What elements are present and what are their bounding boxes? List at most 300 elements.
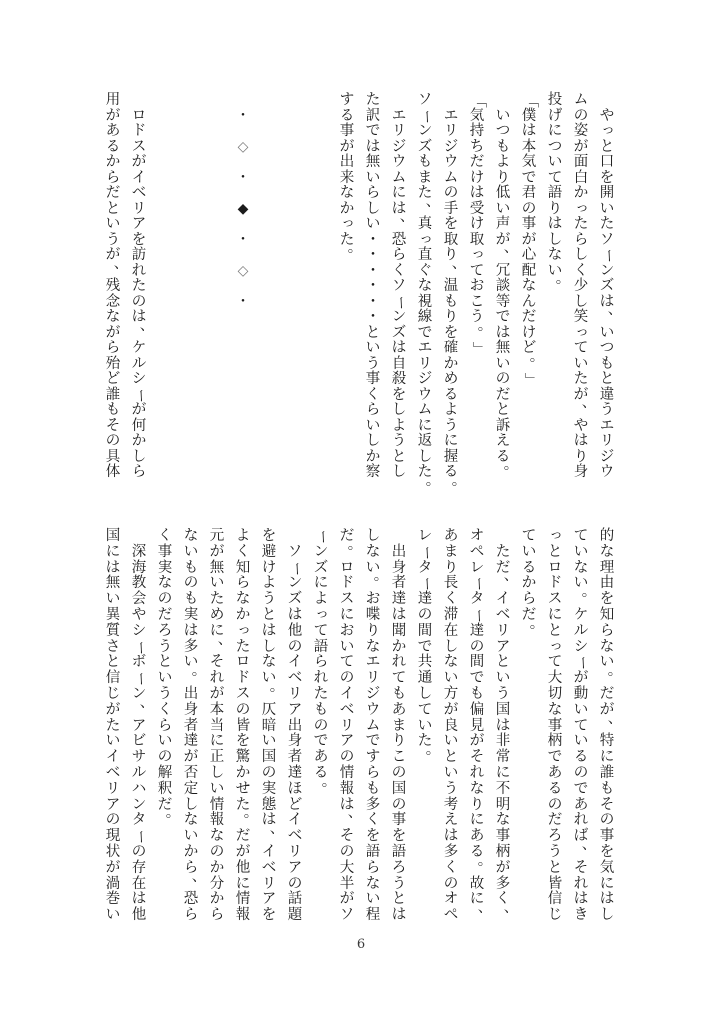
glyph: 受 bbox=[469, 200, 485, 217]
glyph: ペ bbox=[469, 543, 485, 560]
glyph: に bbox=[495, 764, 511, 781]
glyph: が bbox=[339, 138, 355, 155]
glyph: 語 bbox=[365, 843, 381, 860]
glyph: ロ bbox=[235, 654, 251, 671]
glyph: ら bbox=[365, 402, 381, 418]
glyph: 「 bbox=[521, 93, 538, 108]
glyph: た bbox=[417, 464, 433, 480]
glyph: ソ bbox=[599, 231, 615, 248]
glyph: き bbox=[573, 907, 589, 924]
glyph: ソ bbox=[339, 907, 355, 924]
glyph: つ bbox=[547, 138, 563, 155]
text-column bbox=[126, 529, 155, 924]
glyph: ル bbox=[573, 622, 589, 639]
glyph: ス bbox=[235, 685, 251, 702]
glyph: か bbox=[209, 859, 225, 876]
bottom-half-text-block bbox=[0, 529, 722, 939]
glyph: 。 bbox=[529, 615, 545, 632]
glyph: 本 bbox=[209, 701, 225, 718]
glyph: た bbox=[495, 543, 511, 560]
glyph: 握 bbox=[443, 448, 459, 465]
glyph: か bbox=[183, 843, 199, 860]
glyph: よ bbox=[443, 402, 459, 418]
glyph: だ bbox=[495, 559, 511, 576]
glyph: が bbox=[573, 386, 589, 403]
glyph: は bbox=[131, 309, 147, 325]
glyph: か bbox=[443, 355, 459, 372]
glyph: の bbox=[261, 764, 277, 781]
glyph: し bbox=[365, 200, 381, 217]
glyph: ズ bbox=[599, 278, 615, 294]
glyph: リ bbox=[417, 355, 433, 372]
glyph: っ bbox=[549, 637, 564, 654]
glyph: 。 bbox=[269, 678, 285, 695]
glyph: た bbox=[599, 216, 615, 232]
glyph: だ bbox=[235, 828, 251, 845]
glyph: て bbox=[313, 622, 329, 639]
glyph: 分 bbox=[209, 875, 225, 892]
glyph: 在 bbox=[443, 622, 459, 639]
glyph: ー bbox=[417, 577, 434, 592]
glyph: ろ bbox=[547, 828, 563, 845]
glyph: だ bbox=[495, 386, 511, 403]
glyph: 事 bbox=[157, 543, 173, 560]
glyph: な bbox=[105, 309, 121, 325]
glyph: ジ bbox=[417, 371, 433, 387]
glyph: に bbox=[105, 543, 121, 560]
glyph: ほ bbox=[287, 780, 303, 797]
glyph: し bbox=[443, 638, 459, 655]
glyph: は bbox=[599, 293, 615, 310]
glyph: す bbox=[365, 749, 381, 766]
glyph: ア bbox=[105, 796, 121, 813]
glyph: イ bbox=[339, 685, 355, 702]
glyph: け bbox=[261, 559, 277, 576]
glyph: 。 bbox=[347, 536, 363, 553]
glyph bbox=[230, 93, 256, 109]
glyph: 共 bbox=[417, 654, 433, 671]
glyph: い bbox=[365, 891, 381, 908]
glyph: 、 bbox=[113, 255, 129, 272]
glyph: タ bbox=[417, 559, 433, 576]
glyph: 口 bbox=[599, 154, 615, 170]
glyph: と bbox=[495, 402, 511, 418]
glyph: 見 bbox=[469, 717, 485, 734]
glyph: よ bbox=[235, 528, 251, 544]
glyph: の bbox=[313, 717, 329, 734]
glyph: の bbox=[287, 638, 303, 655]
glyph: 質 bbox=[105, 622, 121, 639]
glyph: ケ bbox=[131, 340, 147, 356]
glyph: る bbox=[313, 764, 329, 781]
glyph: た bbox=[209, 591, 225, 608]
glyph: の bbox=[547, 796, 563, 813]
glyph: 、 bbox=[269, 820, 285, 837]
glyph: と bbox=[547, 622, 563, 639]
glyph: 大 bbox=[547, 670, 563, 687]
glyph: ペ bbox=[443, 907, 459, 924]
glyph: で bbox=[547, 749, 563, 766]
glyph: て bbox=[339, 654, 355, 671]
text-column bbox=[542, 92, 571, 295]
glyph: り bbox=[443, 559, 459, 576]
glyph: 非 bbox=[495, 733, 511, 750]
glyph: の bbox=[599, 812, 615, 829]
glyph: 事 bbox=[521, 216, 537, 232]
glyph: 。 bbox=[451, 472, 467, 489]
glyph: 皆 bbox=[547, 875, 563, 892]
glyph: が bbox=[573, 138, 589, 155]
glyph: に bbox=[391, 185, 407, 201]
glyph: 温 bbox=[443, 278, 459, 294]
text-column bbox=[334, 92, 363, 264]
glyph: を bbox=[235, 733, 251, 750]
glyph: て bbox=[547, 169, 563, 186]
glyph: 気 bbox=[521, 154, 537, 170]
glyph: ま bbox=[391, 717, 407, 734]
glyph: い bbox=[157, 733, 173, 750]
glyph: 。 bbox=[607, 662, 623, 679]
glyph: 報 bbox=[209, 812, 225, 829]
glyph: だ bbox=[339, 528, 355, 544]
glyph: 国 bbox=[495, 701, 511, 718]
glyph: う bbox=[391, 433, 407, 449]
glyph: ー bbox=[417, 109, 434, 124]
glyph: て bbox=[547, 654, 563, 671]
glyph: 達 bbox=[183, 733, 199, 750]
glyph bbox=[230, 248, 256, 264]
glyph: が bbox=[495, 231, 511, 248]
glyph: い bbox=[495, 200, 511, 217]
glyph: 渦 bbox=[105, 875, 121, 892]
text-column bbox=[230, 528, 259, 924]
glyph: 、 bbox=[139, 694, 155, 711]
glyph: ド bbox=[339, 575, 355, 592]
glyph: 恐 bbox=[391, 231, 407, 248]
glyph: が bbox=[131, 154, 147, 170]
glyph: の bbox=[521, 200, 537, 217]
glyph: る bbox=[495, 448, 511, 465]
glyph: な bbox=[157, 575, 173, 592]
glyph: 無 bbox=[105, 575, 121, 592]
glyph: ド bbox=[547, 575, 563, 592]
glyph: う bbox=[469, 309, 485, 325]
glyph: ろ bbox=[391, 859, 407, 876]
glyph: に bbox=[443, 433, 459, 449]
glyph: 無 bbox=[365, 154, 381, 170]
glyph: 不 bbox=[495, 780, 511, 797]
glyph: に bbox=[235, 875, 251, 892]
glyph: サ bbox=[131, 749, 147, 766]
glyph: と bbox=[261, 606, 277, 623]
glyph: 達 bbox=[391, 591, 407, 608]
glyph: し bbox=[365, 433, 381, 449]
glyph: 話 bbox=[287, 891, 303, 908]
glyph: は bbox=[599, 891, 615, 908]
glyph: ◇ bbox=[237, 262, 249, 279]
glyph: 。 bbox=[425, 741, 441, 758]
glyph: 身 bbox=[573, 464, 589, 480]
glyph: ハ bbox=[131, 780, 147, 797]
glyph: で bbox=[313, 733, 329, 750]
glyph: は bbox=[183, 622, 199, 639]
glyph: ス bbox=[131, 138, 147, 155]
glyph: 気 bbox=[469, 107, 485, 124]
glyph: 、 bbox=[347, 805, 363, 822]
glyph: 、 bbox=[425, 193, 441, 210]
glyph: 、 bbox=[503, 899, 519, 916]
glyph: 返 bbox=[417, 433, 433, 449]
glyph: か bbox=[235, 764, 251, 781]
glyph: 教 bbox=[131, 575, 147, 592]
glyph: は bbox=[339, 796, 355, 813]
glyph: ム bbox=[365, 717, 381, 734]
glyph: の bbox=[573, 764, 589, 781]
glyph: え bbox=[495, 433, 511, 449]
glyph: の bbox=[391, 796, 407, 813]
text-column bbox=[386, 529, 412, 924]
glyph: た bbox=[573, 216, 589, 232]
glyph: と bbox=[157, 654, 173, 671]
glyph: で bbox=[495, 309, 511, 325]
glyph: は bbox=[469, 185, 485, 201]
glyph: ウ bbox=[417, 386, 433, 403]
glyph: 者 bbox=[391, 575, 407, 592]
glyph: ア bbox=[131, 717, 147, 734]
glyph bbox=[230, 124, 256, 140]
glyph: ム bbox=[391, 169, 407, 186]
glyph: 。 bbox=[581, 583, 597, 600]
glyph bbox=[126, 529, 152, 545]
glyph: 巻 bbox=[105, 891, 121, 908]
glyph: い bbox=[339, 638, 355, 655]
glyph: そ bbox=[469, 749, 485, 766]
glyph: い bbox=[365, 216, 381, 232]
glyph: の bbox=[339, 749, 355, 766]
top-half-text-block bbox=[0, 93, 722, 493]
glyph: リ bbox=[495, 622, 511, 639]
glyph: よ bbox=[495, 154, 511, 170]
glyph: ジ bbox=[365, 685, 381, 702]
glyph: に bbox=[599, 749, 615, 766]
glyph: ー bbox=[417, 545, 434, 560]
glyph: 談 bbox=[495, 278, 511, 294]
glyph: を bbox=[599, 169, 615, 186]
glyph: 報 bbox=[339, 780, 355, 797]
glyph: エ bbox=[599, 417, 615, 434]
glyph: か bbox=[521, 575, 537, 592]
glyph: は bbox=[261, 622, 277, 639]
glyph: れ bbox=[573, 812, 589, 829]
glyph: 。 bbox=[191, 662, 207, 679]
glyph: ー bbox=[391, 295, 408, 310]
glyph: た bbox=[573, 371, 589, 387]
glyph: に bbox=[469, 812, 485, 829]
glyph: イ bbox=[131, 169, 147, 186]
glyph: タ bbox=[469, 591, 485, 608]
glyph: ジ bbox=[599, 448, 615, 465]
glyph: イ bbox=[495, 591, 511, 608]
glyph: で bbox=[417, 324, 433, 341]
glyph: ー bbox=[469, 577, 486, 592]
glyph: ア bbox=[495, 638, 511, 655]
glyph: 語 bbox=[313, 638, 329, 655]
glyph: 皆 bbox=[235, 717, 251, 734]
glyph: し bbox=[547, 231, 563, 248]
glyph: な bbox=[417, 278, 433, 294]
glyph: ・ bbox=[365, 247, 381, 263]
glyph: エ bbox=[365, 654, 381, 671]
glyph: タ bbox=[131, 812, 147, 829]
glyph: 何 bbox=[131, 417, 147, 434]
glyph: と bbox=[495, 654, 511, 671]
text-column bbox=[126, 93, 155, 481]
glyph: 手 bbox=[443, 200, 459, 217]
glyph: 国 bbox=[391, 780, 407, 797]
glyph: が bbox=[105, 247, 121, 263]
glyph: 。 bbox=[477, 852, 493, 869]
glyph bbox=[126, 93, 152, 109]
glyph: と bbox=[547, 859, 563, 876]
glyph: 明 bbox=[495, 796, 511, 813]
glyph: を bbox=[443, 324, 459, 341]
glyph: か bbox=[339, 200, 355, 217]
glyph: っ bbox=[237, 622, 252, 638]
glyph: の bbox=[157, 749, 173, 766]
glyph: ・ bbox=[236, 169, 250, 186]
glyph: を bbox=[443, 216, 459, 232]
glyph: い bbox=[157, 670, 173, 687]
glyph: は bbox=[391, 907, 407, 924]
glyph: 長 bbox=[443, 575, 459, 592]
glyph: ら bbox=[313, 654, 329, 671]
glyph: 達 bbox=[287, 764, 303, 781]
glyph: い bbox=[573, 543, 589, 560]
glyph: ら bbox=[131, 464, 147, 480]
glyph: た bbox=[235, 796, 251, 813]
glyph: て bbox=[469, 262, 485, 279]
glyph: は bbox=[391, 340, 407, 356]
glyph: の bbox=[209, 843, 225, 860]
glyph: う bbox=[443, 780, 459, 797]
glyph: だ bbox=[157, 606, 173, 623]
glyph: い bbox=[365, 340, 381, 356]
glyph: も bbox=[599, 355, 615, 372]
glyph: っ bbox=[471, 246, 486, 262]
glyph: い bbox=[443, 670, 459, 687]
glyph: の bbox=[287, 875, 303, 892]
glyph: 。 bbox=[165, 805, 181, 822]
glyph: は bbox=[573, 433, 589, 449]
glyph: 低 bbox=[495, 185, 511, 201]
glyph: ー bbox=[313, 529, 330, 545]
glyph: 滞 bbox=[443, 606, 459, 623]
glyph: レ bbox=[469, 559, 485, 576]
glyph: し bbox=[261, 638, 277, 655]
glyph: な bbox=[365, 638, 381, 655]
glyph: 海 bbox=[131, 559, 147, 576]
glyph: よ bbox=[391, 417, 407, 434]
glyph: ら bbox=[157, 717, 173, 734]
glyph: の bbox=[443, 185, 459, 201]
glyph: る bbox=[469, 843, 485, 860]
glyph: リ bbox=[287, 843, 303, 860]
glyph: 実 bbox=[183, 606, 199, 623]
glyph: う bbox=[443, 417, 459, 434]
glyph: て bbox=[573, 340, 589, 356]
glyph: あ bbox=[313, 749, 329, 766]
glyph: に bbox=[547, 123, 563, 139]
glyph: だ bbox=[521, 606, 537, 623]
glyph: 事 bbox=[599, 828, 615, 845]
glyph: な bbox=[365, 875, 381, 892]
glyph: も bbox=[391, 685, 407, 702]
glyph: 喋 bbox=[365, 606, 381, 623]
glyph: 、 bbox=[399, 208, 415, 225]
glyph: ら bbox=[599, 622, 615, 639]
glyph: 出 bbox=[287, 717, 303, 734]
glyph: の bbox=[339, 843, 355, 860]
glyph: ン bbox=[599, 262, 615, 279]
glyph: あ bbox=[573, 796, 589, 813]
glyph: ア bbox=[131, 216, 147, 232]
glyph: は bbox=[287, 606, 303, 623]
glyph: オ bbox=[469, 528, 485, 544]
glyph: く bbox=[391, 262, 407, 279]
glyph: そ bbox=[105, 417, 121, 434]
glyph: 殆 bbox=[105, 355, 121, 372]
glyph: え bbox=[443, 812, 459, 829]
glyph: い bbox=[417, 717, 433, 734]
glyph: か bbox=[573, 185, 589, 201]
text-column bbox=[438, 93, 467, 496]
glyph: 恐 bbox=[183, 891, 199, 908]
glyph: ぐ bbox=[417, 262, 433, 279]
glyph: ロ bbox=[547, 559, 563, 576]
glyph: 線 bbox=[417, 309, 433, 325]
glyph: だ bbox=[105, 185, 121, 201]
glyph: な bbox=[209, 828, 225, 845]
glyph: そ bbox=[573, 859, 589, 876]
glyph: 程 bbox=[365, 907, 381, 924]
glyph: 配 bbox=[521, 262, 537, 279]
glyph bbox=[230, 279, 256, 295]
glyph: こ bbox=[391, 749, 407, 766]
glyph: れ bbox=[131, 262, 147, 279]
glyph: と bbox=[547, 543, 563, 560]
glyph: 取 bbox=[443, 231, 459, 248]
glyph: ス bbox=[547, 591, 563, 608]
glyph: い bbox=[573, 355, 589, 372]
glyph: る bbox=[443, 386, 459, 403]
glyph: ち bbox=[469, 138, 485, 155]
glyph: め bbox=[209, 606, 225, 623]
glyph: な bbox=[573, 559, 589, 576]
glyph: の bbox=[469, 638, 485, 655]
glyph: い bbox=[105, 216, 121, 232]
glyph: 白 bbox=[573, 169, 589, 186]
glyph: に bbox=[339, 606, 355, 623]
text-column bbox=[152, 528, 181, 829]
glyph: ベ bbox=[105, 764, 121, 781]
glyph: ズ bbox=[287, 591, 303, 608]
glyph: ウ bbox=[443, 154, 459, 170]
glyph: る bbox=[547, 780, 563, 797]
glyph: を bbox=[599, 843, 615, 860]
glyph: い bbox=[495, 670, 511, 687]
glyph: 本 bbox=[521, 138, 537, 155]
glyph: り bbox=[495, 169, 511, 186]
